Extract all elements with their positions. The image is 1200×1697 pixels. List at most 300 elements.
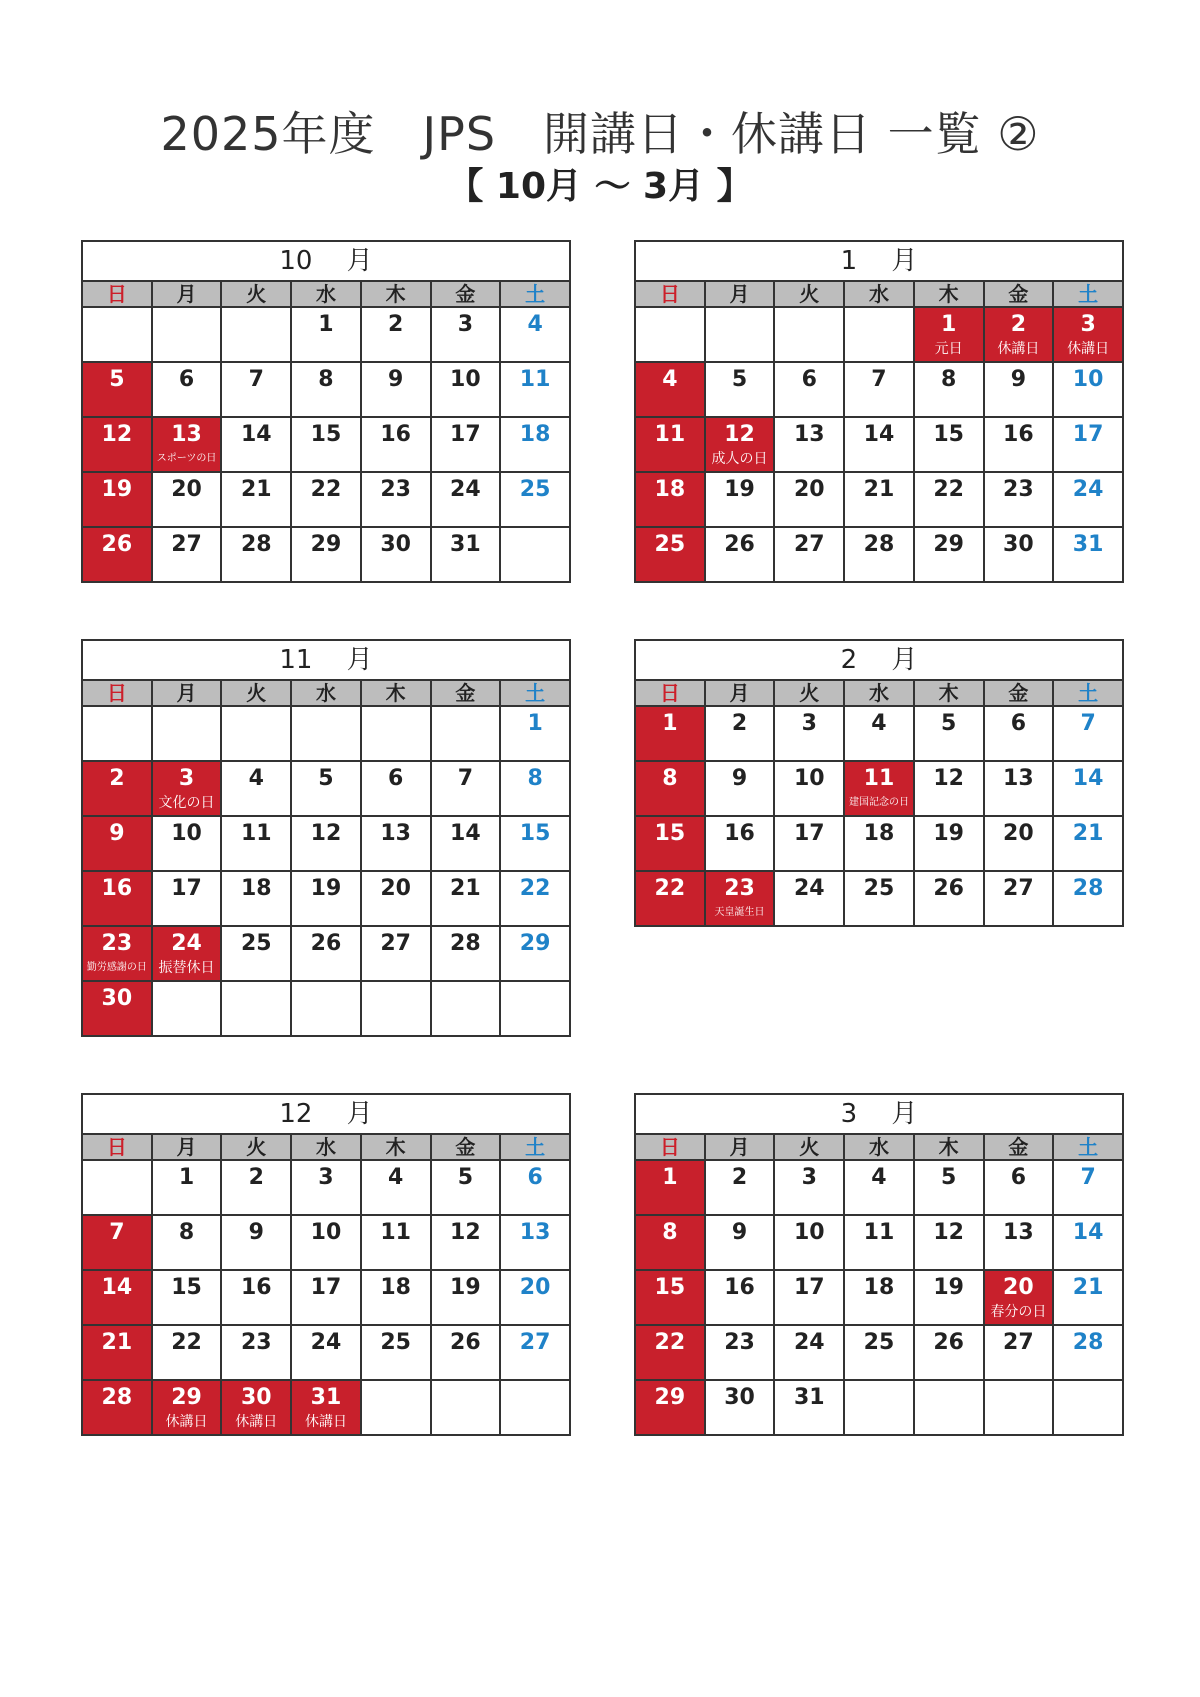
day-cell (291, 926, 361, 981)
day-cell (1053, 761, 1123, 816)
day-number: 13 (519, 1220, 551, 1245)
week-row (635, 417, 1123, 472)
week-row (82, 1215, 570, 1270)
weekday-header: 土 (1053, 680, 1123, 706)
day-number: 9 (248, 1220, 264, 1245)
week-row (635, 816, 1123, 871)
calendar-october (81, 240, 571, 583)
day-cell (431, 761, 501, 816)
day-number: 6 (1010, 711, 1027, 736)
day-cell (291, 1215, 361, 1270)
calendar-february (634, 639, 1124, 927)
day-cell (774, 417, 844, 472)
day-cell (291, 871, 361, 926)
day-number: 9 (731, 766, 748, 791)
weekday-header-row (635, 281, 1123, 307)
day-number: 9 (1010, 367, 1027, 392)
weekday-header: 土 (500, 281, 570, 307)
weekday-header-row (82, 680, 570, 706)
day-number: 5 (457, 1165, 474, 1190)
day-number: 26 (101, 532, 133, 557)
day-cell (1053, 706, 1123, 761)
day-number: 20 (519, 1275, 551, 1300)
calendar-january (634, 240, 1124, 583)
day-number: 5 (731, 367, 748, 392)
day-cell (500, 926, 570, 981)
day-number: 24 (450, 477, 481, 502)
day-cell (914, 1325, 984, 1380)
day-cell (844, 362, 914, 417)
day-number: 1 (662, 711, 678, 736)
day-cell (705, 1160, 775, 1215)
day-cell (221, 761, 291, 816)
day-number: 3 (318, 1165, 334, 1190)
day-number: 3 (1080, 312, 1096, 337)
month-grid (634, 679, 1124, 927)
day-number: 14 (450, 821, 481, 846)
day-cell (914, 472, 984, 527)
day-cell (361, 1270, 431, 1325)
day-cell (431, 527, 501, 582)
calendar-december (81, 1093, 571, 1436)
day-cell (361, 761, 431, 816)
weekday-header: 日 (635, 1134, 705, 1160)
week-row (635, 761, 1123, 816)
day-number: 6 (527, 1165, 543, 1190)
day-cell (774, 472, 844, 527)
day-number: 26 (724, 532, 755, 557)
month-title: 3 月 (634, 1093, 1124, 1133)
day-number: 22 (519, 876, 551, 901)
day-number: 4 (248, 766, 264, 791)
day-number: 11 (863, 1220, 895, 1245)
day-cell (291, 1325, 361, 1380)
month-title: 2 月 (634, 639, 1124, 679)
day-cell (152, 761, 222, 816)
month-grid (81, 1133, 571, 1436)
day-cell (984, 816, 1054, 871)
day-cell (635, 1270, 705, 1325)
weekday-header: 土 (1053, 281, 1123, 307)
day-cell (984, 472, 1054, 527)
day-cell (221, 307, 291, 362)
day-number: 31 (310, 1385, 342, 1410)
day-number: 7 (109, 1220, 125, 1245)
day-cell (152, 1380, 222, 1435)
day-cell (984, 362, 1054, 417)
holiday-label: 文化の日 (158, 795, 215, 811)
day-cell (500, 362, 570, 417)
day-number: 7 (1080, 1165, 1096, 1190)
day-number: 28 (1072, 876, 1104, 901)
day-cell (82, 362, 152, 417)
day-number: 5 (109, 367, 125, 392)
day-cell (500, 1160, 570, 1215)
holiday-label: 春分の日 (990, 1304, 1047, 1320)
day-cell (152, 816, 222, 871)
day-number: 4 (871, 1165, 887, 1190)
day-number: 19 (450, 1275, 481, 1300)
day-cell (500, 1325, 570, 1380)
weekday-header: 火 (221, 680, 291, 706)
day-cell (361, 527, 431, 582)
holiday-label: 休講日 (165, 1414, 208, 1430)
day-number: 13 (793, 422, 825, 447)
day-cell (361, 362, 431, 417)
week-row (635, 1270, 1123, 1325)
day-cell (705, 816, 775, 871)
day-number: 15 (310, 422, 342, 447)
month-grid (634, 1133, 1124, 1436)
day-cell (774, 1160, 844, 1215)
day-cell (152, 1160, 222, 1215)
day-cell (984, 1325, 1054, 1380)
week-row (635, 706, 1123, 761)
day-cell (774, 527, 844, 582)
day-cell (1053, 417, 1123, 472)
day-cell (984, 307, 1054, 362)
day-number: 18 (654, 477, 686, 502)
day-cell (82, 1270, 152, 1325)
weekday-header: 月 (152, 1134, 222, 1160)
week-row (82, 871, 570, 926)
day-number: 10 (793, 766, 825, 791)
day-number: 28 (863, 532, 895, 557)
day-number: 15 (654, 1275, 686, 1300)
day-cell (1053, 362, 1123, 417)
day-cell (291, 816, 361, 871)
day-cell (221, 362, 291, 417)
day-number: 16 (724, 1275, 755, 1300)
day-cell (705, 307, 775, 362)
week-row (635, 527, 1123, 582)
day-number: 18 (863, 821, 895, 846)
weekday-header: 火 (774, 1134, 844, 1160)
day-cell (82, 761, 152, 816)
day-number: 21 (240, 477, 272, 502)
day-number: 7 (248, 367, 264, 392)
day-number: 17 (171, 876, 202, 901)
day-cell (774, 816, 844, 871)
week-row (635, 1325, 1123, 1380)
day-cell (291, 307, 361, 362)
weekday-header: 土 (1053, 1134, 1123, 1160)
day-number: 22 (171, 1330, 202, 1355)
day-number: 25 (654, 532, 686, 557)
weekday-header: 日 (82, 1134, 152, 1160)
day-cell (221, 472, 291, 527)
day-cell (361, 1380, 431, 1435)
day-cell (844, 1380, 914, 1435)
day-cell (844, 1215, 914, 1270)
day-number: 25 (519, 477, 551, 502)
calendar-november (81, 639, 571, 1037)
day-number: 27 (793, 532, 825, 557)
day-number: 5 (318, 766, 334, 791)
weekday-header: 金 (984, 680, 1054, 706)
day-cell (774, 1325, 844, 1380)
day-number: 13 (1003, 1220, 1034, 1245)
day-cell (82, 816, 152, 871)
weekday-header: 土 (500, 1134, 570, 1160)
day-cell (984, 1380, 1054, 1435)
day-cell (705, 871, 775, 926)
day-cell (635, 871, 705, 926)
day-number: 8 (178, 1220, 195, 1245)
day-cell (291, 417, 361, 472)
day-number: 25 (863, 1330, 895, 1355)
weekday-header: 金 (984, 281, 1054, 307)
day-number: 1 (178, 1165, 195, 1190)
day-cell (500, 472, 570, 527)
day-number: 4 (871, 711, 887, 736)
weekday-header: 土 (500, 680, 570, 706)
day-cell (635, 527, 705, 582)
day-cell (844, 1325, 914, 1380)
day-number: 22 (654, 876, 686, 901)
day-number: 9 (388, 367, 404, 392)
holiday-label: 休講日 (1067, 341, 1110, 357)
day-cell (82, 527, 152, 582)
day-number: 19 (310, 876, 342, 901)
weekday-header: 金 (431, 1134, 501, 1160)
day-cell (500, 761, 570, 816)
day-cell (635, 1325, 705, 1380)
day-cell (152, 472, 222, 527)
day-number: 18 (380, 1275, 411, 1300)
day-cell (705, 706, 775, 761)
day-number: 5 (941, 1165, 957, 1190)
day-cell (361, 1215, 431, 1270)
day-number: 19 (101, 477, 133, 502)
day-cell (914, 706, 984, 761)
day-number: 10 (1072, 367, 1104, 392)
weekday-header-row (82, 281, 570, 307)
day-number: 2 (388, 312, 404, 337)
day-cell (984, 1270, 1054, 1325)
day-number: 14 (1072, 766, 1104, 791)
day-cell (914, 761, 984, 816)
day-number: 24 (1072, 477, 1104, 502)
week-row (635, 1160, 1123, 1215)
weekday-header: 木 (914, 281, 984, 307)
weekday-header: 木 (361, 680, 431, 706)
day-cell (82, 1325, 152, 1380)
day-cell (82, 1380, 152, 1435)
day-cell (500, 307, 570, 362)
day-number: 3 (801, 1165, 817, 1190)
day-cell (291, 761, 361, 816)
day-cell (221, 1325, 291, 1380)
day-cell (635, 816, 705, 871)
day-cell (152, 981, 222, 1036)
weekday-header: 月 (705, 680, 775, 706)
month-title: 11 月 (81, 639, 571, 679)
day-number: 13 (171, 422, 202, 447)
day-number: 22 (654, 1330, 686, 1355)
day-cell (431, 472, 501, 527)
day-cell (431, 871, 501, 926)
month-title: 1 月 (634, 240, 1124, 280)
day-number: 16 (101, 876, 133, 901)
day-cell (774, 706, 844, 761)
day-number: 27 (171, 532, 202, 557)
day-cell (1053, 527, 1123, 582)
day-cell (1053, 1270, 1123, 1325)
holiday-label: 元日 (934, 341, 963, 357)
day-cell (635, 362, 705, 417)
day-number: 20 (1003, 821, 1034, 846)
day-number: 30 (101, 986, 133, 1011)
day-number: 12 (310, 821, 342, 846)
holiday-label: 休講日 (235, 1414, 278, 1430)
day-cell (635, 307, 705, 362)
day-cell (152, 1325, 222, 1380)
day-number: 12 (933, 1220, 964, 1245)
day-number: 15 (654, 821, 686, 846)
day-number: 29 (519, 931, 551, 956)
weekday-header: 月 (705, 1134, 775, 1160)
holiday-label: 休講日 (304, 1414, 347, 1430)
day-number: 16 (724, 821, 755, 846)
day-cell (361, 472, 431, 527)
day-number: 31 (450, 532, 481, 557)
day-number: 21 (863, 477, 895, 502)
day-cell (500, 1270, 570, 1325)
holiday-label: 休講日 (997, 341, 1040, 357)
weekday-header: 木 (914, 1134, 984, 1160)
day-cell (431, 1325, 501, 1380)
day-cell (361, 307, 431, 362)
day-cell (500, 417, 570, 472)
day-number: 27 (519, 1330, 551, 1355)
week-row (82, 926, 570, 981)
day-cell (291, 1270, 361, 1325)
day-cell (635, 761, 705, 816)
day-cell (82, 472, 152, 527)
day-number: 21 (450, 876, 481, 901)
month-grid (81, 280, 571, 583)
day-cell (635, 472, 705, 527)
day-number: 29 (933, 532, 964, 557)
day-cell (705, 362, 775, 417)
weekday-header: 火 (221, 281, 291, 307)
month-grid (634, 280, 1124, 583)
day-number: 23 (101, 931, 133, 956)
day-cell (221, 926, 291, 981)
day-number: 26 (450, 1330, 481, 1355)
day-cell (984, 706, 1054, 761)
day-cell (844, 1160, 914, 1215)
day-cell (500, 1380, 570, 1435)
day-number: 31 (793, 1385, 825, 1410)
day-number: 27 (1003, 876, 1034, 901)
day-cell (221, 1160, 291, 1215)
month-title: 12 月 (81, 1093, 571, 1133)
day-number: 28 (240, 532, 272, 557)
day-number: 22 (933, 477, 964, 502)
day-cell (361, 1325, 431, 1380)
day-cell (431, 1160, 501, 1215)
day-cell (705, 1380, 775, 1435)
week-row (82, 527, 570, 582)
day-number: 30 (1003, 532, 1034, 557)
day-number: 29 (654, 1385, 686, 1410)
day-number: 6 (801, 367, 817, 392)
day-cell (152, 926, 222, 981)
day-number: 31 (1072, 532, 1104, 557)
day-cell (1053, 871, 1123, 926)
weekday-header-row (635, 1134, 1123, 1160)
day-number: 13 (380, 821, 411, 846)
day-number: 3 (178, 766, 195, 791)
day-cell (221, 816, 291, 871)
week-row (82, 307, 570, 362)
week-row (635, 472, 1123, 527)
day-number: 6 (178, 367, 195, 392)
day-number: 20 (793, 477, 825, 502)
day-number: 12 (450, 1220, 481, 1245)
day-number: 24 (310, 1330, 342, 1355)
day-number: 30 (724, 1385, 755, 1410)
weekday-header: 日 (635, 281, 705, 307)
day-cell (221, 1215, 291, 1270)
day-cell (774, 871, 844, 926)
week-row (635, 871, 1123, 926)
day-number: 19 (933, 821, 964, 846)
day-cell (431, 307, 501, 362)
day-cell (984, 871, 1054, 926)
day-cell (221, 871, 291, 926)
week-row (82, 761, 570, 816)
day-number: 24 (793, 876, 825, 901)
day-cell (431, 926, 501, 981)
day-cell (705, 1325, 775, 1380)
day-number: 15 (519, 821, 551, 846)
day-cell (705, 472, 775, 527)
day-cell (1053, 307, 1123, 362)
day-number: 19 (933, 1275, 964, 1300)
weekday-header-row (82, 1134, 570, 1160)
day-number: 14 (1072, 1220, 1104, 1245)
day-number: 11 (240, 821, 272, 846)
day-cell (914, 871, 984, 926)
weekday-header: 火 (774, 281, 844, 307)
week-row (82, 417, 570, 472)
day-number: 17 (793, 1275, 825, 1300)
weekday-header: 日 (82, 281, 152, 307)
day-number: 21 (1072, 821, 1104, 846)
weekday-header: 月 (152, 680, 222, 706)
calendar-march (634, 1093, 1124, 1436)
holiday-label: スポーツの日 (156, 453, 217, 464)
week-row (82, 1160, 570, 1215)
day-cell (635, 1215, 705, 1270)
day-number: 10 (450, 367, 481, 392)
day-number: 12 (724, 422, 755, 447)
week-row (82, 1270, 570, 1325)
day-cell (705, 527, 775, 582)
day-cell (152, 417, 222, 472)
day-cell (914, 527, 984, 582)
day-cell (500, 1215, 570, 1270)
day-number: 25 (863, 876, 895, 901)
day-cell (500, 871, 570, 926)
day-cell (984, 1215, 1054, 1270)
day-cell (361, 417, 431, 472)
day-cell (914, 1160, 984, 1215)
day-number: 27 (380, 931, 411, 956)
